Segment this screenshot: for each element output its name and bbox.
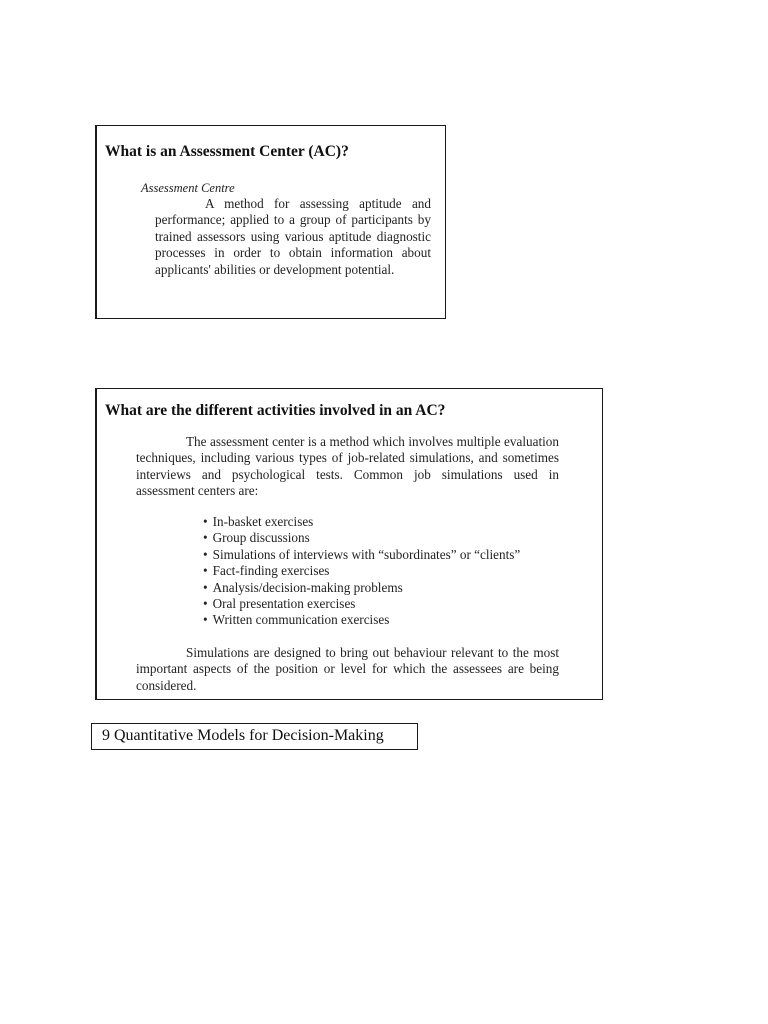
section2-heading: What are the different activities involved in an AC?	[105, 402, 446, 419]
list-item: • Group discussions	[203, 530, 520, 546]
ac-activities-box	[95, 388, 603, 700]
list-item: • Simulations of interviews with “subordinates” or “clients”	[203, 547, 520, 563]
assessment-center-definition-box	[95, 125, 446, 319]
list-item: • In-basket exercises	[203, 514, 520, 530]
page-footer-label: 9 Quantitative Models for Decision-Making	[102, 727, 384, 744]
list-item: • Oral presentation exercises	[203, 596, 520, 612]
definition-term: Assessment Centre	[141, 181, 235, 195]
list-item: • Fact-finding exercises	[203, 563, 520, 579]
activities-intro-text: The assessment center is a method which involves multiple evaluation techniques, including various types of job-related simulations, and sometimes interviews and psychological tests. Common job simulations used in assessment centers are:	[136, 434, 559, 499]
section1-heading: What is an Assessment Center (AC)?	[105, 143, 349, 160]
list-item: • Analysis/decision-making problems	[203, 580, 520, 596]
activities-outro-text: Simulations are designed to bring out behaviour relevant to the most important aspects of the position or level for which the assessees are being considered.	[136, 645, 559, 693]
definition-text: A method for assessing aptitude and performance; applied to a group of participants by trained assessors using various aptitude diagnostic processes in order to obtain information about applicants' abilities or development potential.	[155, 196, 431, 277]
page-footer-box	[91, 723, 418, 750]
activities-list	[203, 514, 520, 629]
list-item: • Written communication exercises	[203, 612, 520, 628]
